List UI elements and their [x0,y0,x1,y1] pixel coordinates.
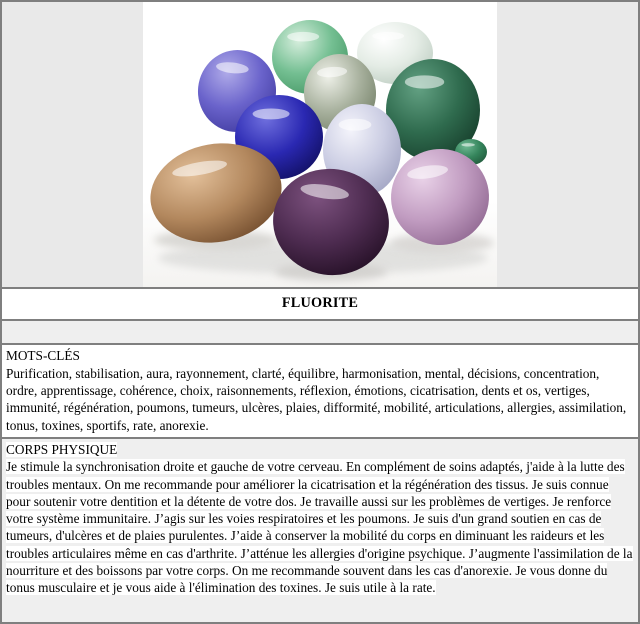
physical-text: Je stimule la synchronisation droite et gauche de votre cerveau. En complément de soins adaptés, j'aide à la lutte des troubles mentaux. On me recommande pour améliorer la cicatrisation et la régénération des tissus. Je suis connue pour soutenir votre dentition et la détente de votre dos. Je travaille aussi sur les problèmes de vertiges. Je renforce votre système immunitaire. J’agis sur les voies respiratoires et les poumons. Je suis d'un grand soutien en cas de tumeurs, d'ulcères et de plaies purulentes. J’aide à conserver la mobilité du corps en diminuant les raideurs et les troubles articulaires même en cas d'arthrite. J’atténue les allergies d'origine psychique. J’augmente l'assimilation de la nourriture et des boissons par votre corps. On me recommande souvent dans les cas d'anorexie. Je vous donne du tonus musculaire et je vous aide à l'élimination des toxines. Je suis utile à la rate. [6,459,633,596]
info-table [2,287,638,622]
keywords-heading: MOTS-CLÉS [6,348,80,364]
photo-strip [2,2,638,287]
physical-heading: CORPS PHYSIQUE [6,442,118,457]
physical-body-row [2,438,638,622]
keywords-row [2,344,638,438]
keywords-text: Purification, stabilisation, aura, rayonnement, clarté, équilibre, harmonisation, mental, décisions, concentration, ordre, apprentissage, cohérence, choix, raisonnements, réflexion, émotions, cicatrisation, dents et os, vertiges, immunité, régénération, poumons, tumeurs, ulcères, plaies, difformité, mobilité, articulations, allergies, assimilation, tonus, toxines, sportifs, rate, anorexie. [6,365,627,433]
spacer-cell [2,320,638,344]
keywords-section [2,344,638,438]
stone-name-title: FLUORITE [2,288,638,320]
title-row [2,288,638,320]
stones-photo [143,2,497,287]
tumbled-fluorite-stones-image [143,2,497,287]
spacer-row [2,320,638,344]
physical-body-section [2,438,638,622]
